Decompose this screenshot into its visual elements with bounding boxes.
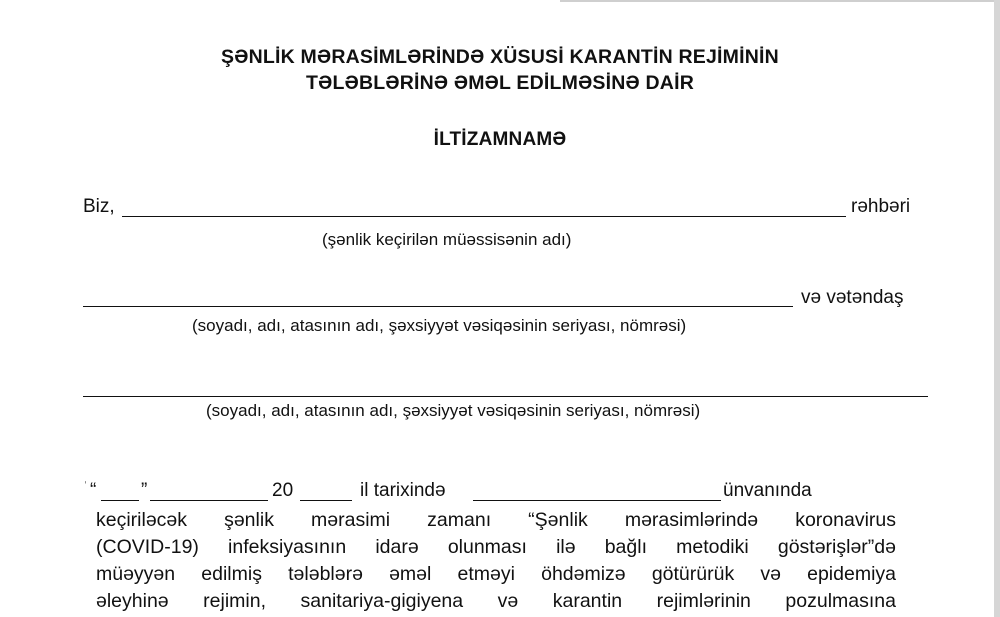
year-suffix: il tarixində [360,480,446,501]
paragraph-line: keçiriləcək şənlik mərasimi zamanı “Şənlik mərasimlərində koronavirus [96,509,896,531]
institution-name-blank[interactable] [122,216,846,217]
row3-caption: (soyadı, adı, atasının adı, şəxsiyyət vəsiqəsinin seriyası, nömrəsi) [206,401,701,420]
address-suffix: ünvanında [723,480,812,501]
year-prefix: 20 [272,480,294,501]
margin-mark: ˈ [83,479,88,496]
row1-suffix: rəhbəri [851,196,911,217]
row2-caption: (soyadı, adı, atasının adı, şəxsiyyət vəsiqəsinin seriyası, nömrəsi) [192,316,687,335]
year-blank[interactable] [300,500,352,501]
row1-caption: (şənlik keçirilən müəssisənin adı) [322,230,572,249]
heading-line-1: ŞƏNLİK MƏRASİMLƏRİNDƏ XÜSUSİ KARANTİN REJİMİNİN [221,46,779,68]
paragraph-line: (COVID-19) infeksiyasının idarə olunması ilə bağlı metodiki göstərişlər”də [96,536,896,558]
day-blank[interactable] [101,500,139,501]
page-edge-top [560,0,1000,2]
row2-suffix: və vətəndaş [801,287,904,308]
paragraph-line: müəyyən edilmiş tələblərə əməl etməyi öhdəmizə götürürük və epidemiya [96,563,896,585]
obligation-paragraph [96,507,896,615]
row1-prefix: Biz, [83,196,115,217]
address-blank[interactable] [473,500,721,501]
month-blank[interactable] [150,500,268,501]
date-close-quote: ” [141,480,148,501]
date-open-quote: “ [90,480,97,501]
citizen2-blank[interactable] [83,396,928,397]
citizen1-blank[interactable] [83,306,793,307]
document-title: İLTİZAMNAMƏ [433,129,567,150]
paragraph-line: əleyhinə rejimin, sanitariya-gigiyena və karantin rejimlərinin pozulmasına [96,590,896,612]
heading-line-2: TƏLƏBLƏRİNƏ ƏMƏL EDİLMƏSİNƏ DAİR [306,72,694,94]
